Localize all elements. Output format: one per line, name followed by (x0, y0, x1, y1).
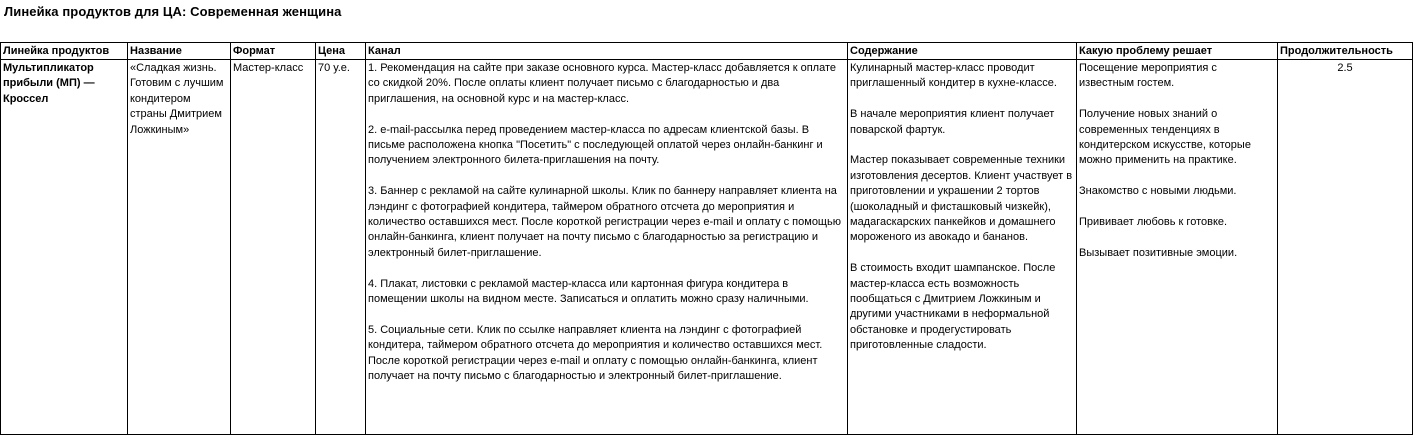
cell-channel (366, 60, 848, 435)
channel-item: 5. Социальные сети. Клик по ссылке направляет клиента на лэндинг с фотографией кондитера, таймером обратного отсчета до мероприятия и количество оставшихся мест. После короткой регистрации через e-mail и оплату с помощью онлайн-банкинга, клиент получает на почту письмо с благодарностью и электронный билет-приглашение. (368, 323, 823, 383)
header-duration: Продолжительность (1278, 43, 1413, 60)
problem-item: Прививает любовь к готовке. (1079, 216, 1228, 229)
header-price: Цена (316, 43, 366, 60)
table-header-row (1, 43, 1413, 60)
header-content: Содержание (848, 43, 1077, 60)
channel-item: 4. Плакат, листовки с рекламой мастер-класса или картонная фигура кондитера в помещении школы на видном месте. Записаться и оплатить можно сразу наличными. (368, 277, 809, 306)
problem-item: Получение новых знаний о современных тенденциях в кондитерском искусстве, которые можно применить на практике. (1079, 108, 1251, 167)
content-paragraph: Мастер показывает современные техники изготовления десертов. Клиент участвует в приготовлении и украшении 2 тортов (шоколадный и фисташковый чизкейк), мадагаскарских панкейков и домашнего мороженого из авокадо и бананов. (850, 154, 1073, 244)
channel-item: 2. e-mail-рассылка перед проведением мастер-класса по адресам клиентской базы. В письме расположена кнопка "Посетить" с последующей оплатой через онлайн-банкинг и получением электронного билета-приглашения на почту. (368, 123, 823, 167)
content-paragraph: В стоимость входит шампанское. После мастер-класса есть возможность пообщаться с Дмитрием Ложкиным и другими участниками в неформальной обстановке и продегустировать приготовленные сладости. (850, 262, 1056, 352)
page-title: Линейка продуктов для ЦА: Современная женщина (4, 4, 342, 19)
cell-content (848, 60, 1077, 435)
cell-name: «Сладкая жизнь. Готовим с лучшим кондитером страны Дмитрием Ложкиным» (128, 60, 231, 435)
content-paragraph: Кулинарный мастер-класс проводит приглашенный кондитер в кухне-классе. (850, 62, 1057, 90)
cell-product-line: Мультипликатор прибыли (МП) — Кроссел (1, 60, 128, 435)
content-paragraph: В начале мероприятия клиент получает поварской фартук. (850, 108, 1055, 136)
cell-problem (1077, 60, 1278, 435)
problem-item: Вызывает позитивные эмоции. (1079, 246, 1238, 259)
product-line-table (0, 42, 1413, 435)
header-channel: Канал (366, 43, 848, 60)
header-name: Название (128, 43, 231, 60)
cell-duration: 2.5 (1278, 60, 1413, 435)
table-row (1, 60, 1413, 435)
problem-item: Посещение мероприятия с известным гостем. (1079, 62, 1217, 90)
cell-format: Мастер-класс (231, 60, 316, 435)
header-product-line: Линейка продуктов (1, 43, 128, 60)
problem-item: Знакомство с новыми людьми. (1079, 185, 1237, 198)
header-format: Формат (231, 43, 316, 60)
channel-item: 3. Баннер с рекламой на сайте кулинарной школы. Клик по баннеру направляет клиента на лэндинг с фотографией кондитера, таймером обратного отсчета до мероприятия и количество оставшихся мест. После короткой регистрации через e-mail и оплату с помощью онлайн-банкинга, клиент получает на почту письмо с благодарностью за регистрацию и электронный билет-приглашение. (368, 185, 841, 259)
channel-item: 1. Рекомендация на сайте при заказе основного курса. Мастер-класс добавляется к оплате со скидкой 20%. После оплаты клиент получает письмо с благодарностью и два приглашения, на основной курс и на мастер-класс. (368, 62, 836, 105)
cell-price: 70 у.е. (316, 60, 366, 435)
header-problem: Какую проблему решает (1077, 43, 1278, 60)
